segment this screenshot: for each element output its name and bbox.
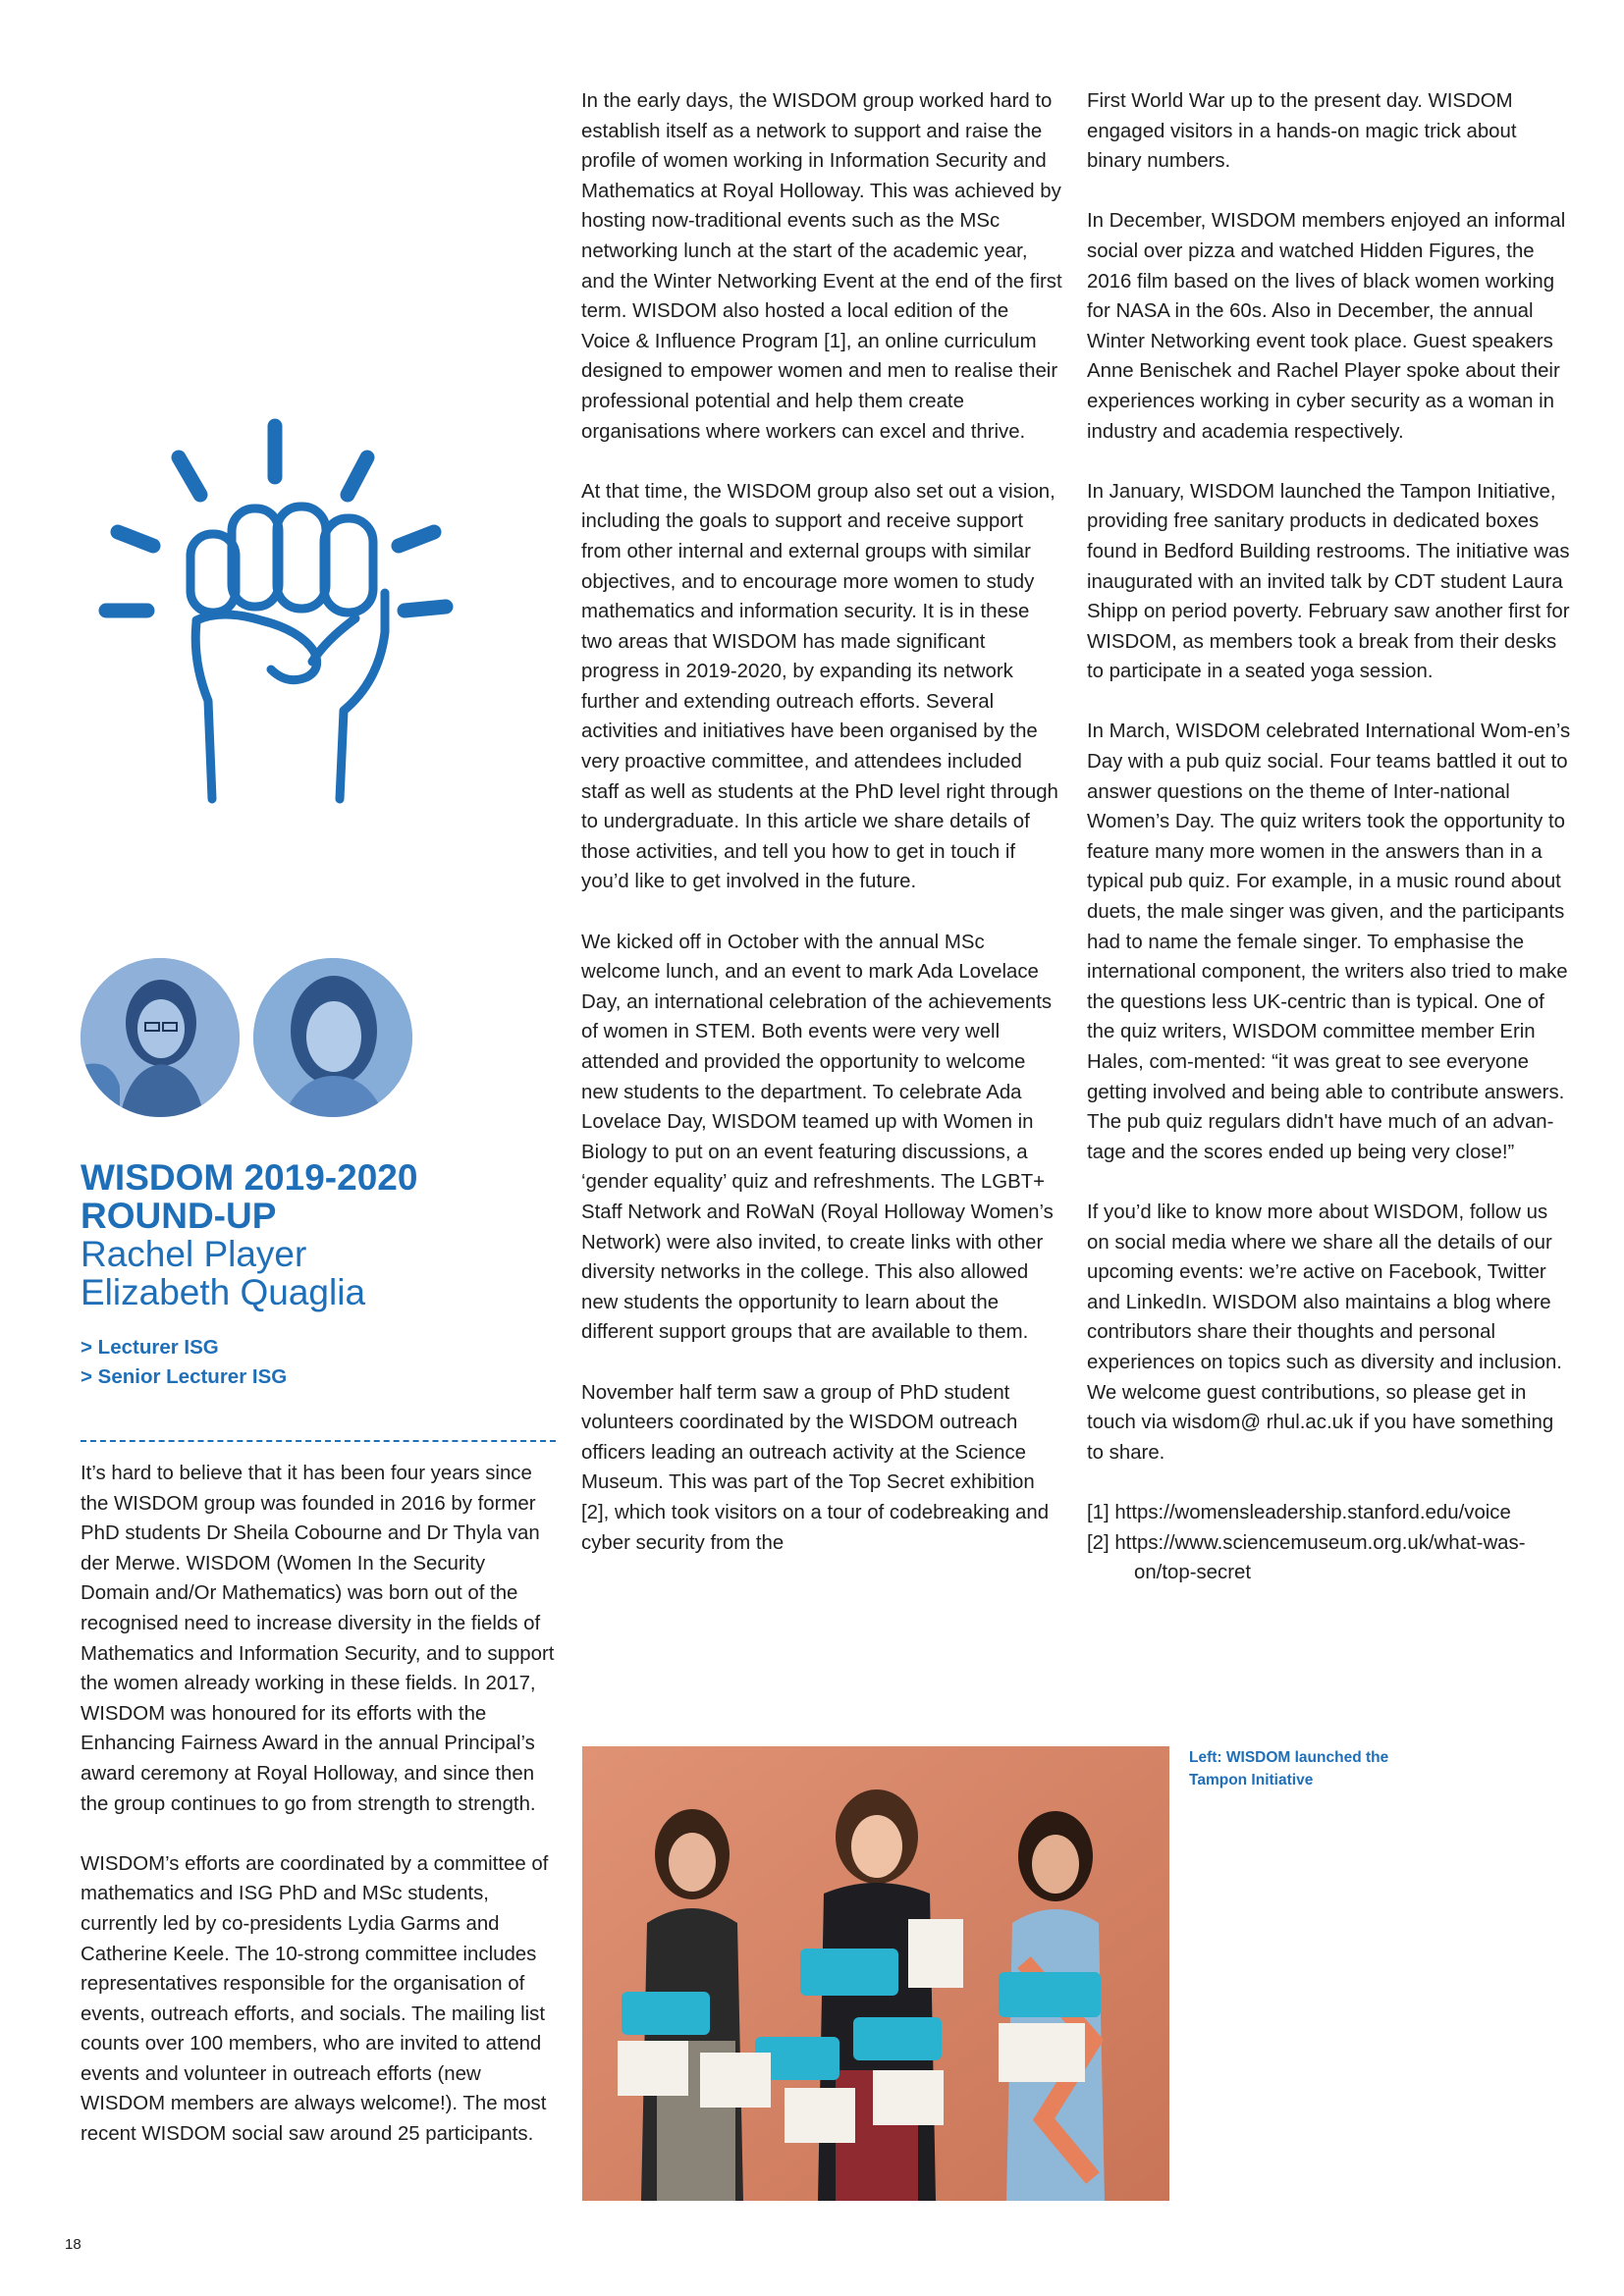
body-paragraph: It’s hard to believe that it has been four years since the WISDOM group was founded in 2016 by former PhD students Dr Sheila Cobourne and Dr Thyla van der Merwe. WISDOM (Women In the Security Domain and/Or Mathematics) was born out of the recognised need to increase diversity in the fields of Mathematics and Information Security, and to support the women already working in these fields. In 2017, WISDOM was honoured for its efforts with the Enhancing Fairness Award in the annual Principal’s award ceremony at Royal Holloway, and since then the group continues to go from strength to strength. <box>81 1463 555 1815</box>
page-number: 18 <box>65 2236 81 2253</box>
body-paragraph: First World War up to the present day. WISDOM engaged visitors in a hands-on magic trick about binary numbers. <box>1087 90 1517 173</box>
references-list <box>1087 1498 1574 1588</box>
article-title-line2: ROUND-UP <box>81 1196 277 1236</box>
raised-fist-icon <box>94 416 467 819</box>
article-title-line1: WISDOM 2019-2020 <box>81 1157 418 1198</box>
body-paragraph: At that time, the WISDOM group also set out a vision, including the goals to support and receive support from other internal and external groups with similar objectives, and to encourage more women to study mathematics and information security. It is in these two areas that WISDOM has made significant progress in 2019-2020, by expanding its network further and extending outreach efforts. Several activities and initiatives have been organised by the very proactive committee, and attendees included staff as well as students at the PhD level right through to undergraduate. In this article we share details of those activities, and tell you how to get in touch if you’d like to get involved in the future. <box>581 480 1058 893</box>
reference-item: [1] https://womensleadership.stanford.edu/voice <box>1087 1501 1511 1523</box>
article-header <box>81 1158 552 1311</box>
body-column-left <box>81 1459 556 2150</box>
body-column-middle <box>581 86 1062 1558</box>
author-photo-elizabeth-quaglia <box>253 958 412 1117</box>
dashed-divider <box>81 1440 556 1442</box>
body-paragraph: WISDOM’s efforts are coordinated by a committee of mathematics and ISG PhD and MSc students, currently led by co-presidents Lydia Garms and Catherine Keele. The 10-strong committee includes representatives responsible for the organisation of events, outreach efforts, and socials. The mailing list counts over 100 members, who are invited to attend events and volunteer in outreach efforts (new WISDOM members are always welcome!). The most recent WISDOM social saw around 25 participants. <box>81 1852 549 2146</box>
body-column-right <box>1087 86 1574 1588</box>
reference-item: [2] https://www.sciencemuseum.org.uk/what-was-on/top-secret <box>1087 1531 1526 1584</box>
figure-caption: Left: WISDOM launched the Tampon Initiative <box>1189 1749 1389 1789</box>
body-paragraph: If you’d like to know more about WISDOM, follow us on social media where we share all the details of our upcoming events: we’re active on Facebook, Twitter and LinkedIn. WISDOM also maintains a blog where contributors share their thoughts and personal experiences on topics such as diversity and inclusion. We welcome guest contributions, so please get in touch via wisdom@ rhul.ac.uk if you have something to share. <box>1087 1201 1562 1464</box>
body-paragraph: In January, WISDOM launched the Tampon Initiative, providing free sanitary products in dedicated boxes found in Bedford Building restrooms. The initiative was inaugurated with an invited talk by CDT student Laura Shipp on period poverty. February saw another first for WISDOM, as members took a break from their desks to participate in a seated yoga session. <box>1087 480 1570 683</box>
author-roles <box>81 1333 287 1392</box>
author-name: Rachel Player <box>81 1234 307 1274</box>
author-name: Elizabeth Quaglia <box>81 1272 366 1312</box>
author-photo-rachel-player <box>81 958 240 1117</box>
body-paragraph: We kicked off in October with the annual MSc welcome lunch, and an event to mark Ada Lovelace Day, an international celebration of the achievements of women in STEM. Both events were very well attended and provided the opportunity to welcome new students to the department. To celebrate Ada Lovelace Day, WISDOM teamed up with Women in Biology to put on an event featuring discussions, a ‘gender equality’ quiz and refreshments. The LGBT+ Staff Network and RoWaN (Royal Holloway Women’s Network) were also invited, to create links with other diversity networks in the college. This also allowed new students the opportunity to learn about the different support groups that are available to them. <box>581 931 1054 1344</box>
group-photo <box>582 1746 1169 2201</box>
author-role: > Senior Lecturer ISG <box>81 1365 288 1388</box>
body-paragraph: November half term saw a group of PhD student volunteers coordinated by the WISDOM outreach officers leading an outreach activity at the Science Museum. This was part of the Top Secret exhibition [2], which took visitors on a tour of codebreaking and cyber security from the <box>581 1381 1050 1554</box>
body-paragraph: In March, WISDOM celebrated International Wom-en’s Day with a pub quiz social. Four teams battled it out to answer questions on the theme of Inter-national Women’s Day. The quiz writers took the opportunity to feature many more women in the answers than in a typical pub quiz. For example, in a music round about duets, the male singer was given, and the participants had to name the female singer. To emphasise the international component, the writers also tried to make the questions less UK-centric than is typical. One of the quiz writers, WISDOM committee member Erin Hales, com-mented: “it was great to see everyone getting involved and being able to contribute answers. The pub quiz regulars didn't have much of an advan-tage and the scores ended up being very close!” <box>1087 721 1571 1163</box>
author-role: > Lecturer ISG <box>81 1336 219 1359</box>
body-paragraph: In the early days, the WISDOM group worked hard to establish itself as a network to support and raise the profile of women working in Information Security and Mathematics at Royal Holloway. This was achieved by hosting now-traditional events such as the MSc networking lunch at the start of the academic year, and the Winter Networking Event at the end of the first term. WISDOM also hosted a local edition of the Voice & Influence Program [1], an online curriculum designed to empower women and men to realise their professional potential and help them create organisations where workers can excel and thrive. <box>581 90 1062 443</box>
body-paragraph: In December, WISDOM members enjoyed an informal social over pizza and watched Hidden Figures, the 2016 film based on the lives of black women working for NASA in the 60s. Also in December, the annual Winter Networking event took place. Guest speakers Anne Benischek and Rachel Player spoke about their experiences working in cyber security as a woman in industry and academia respectively. <box>1087 210 1566 443</box>
